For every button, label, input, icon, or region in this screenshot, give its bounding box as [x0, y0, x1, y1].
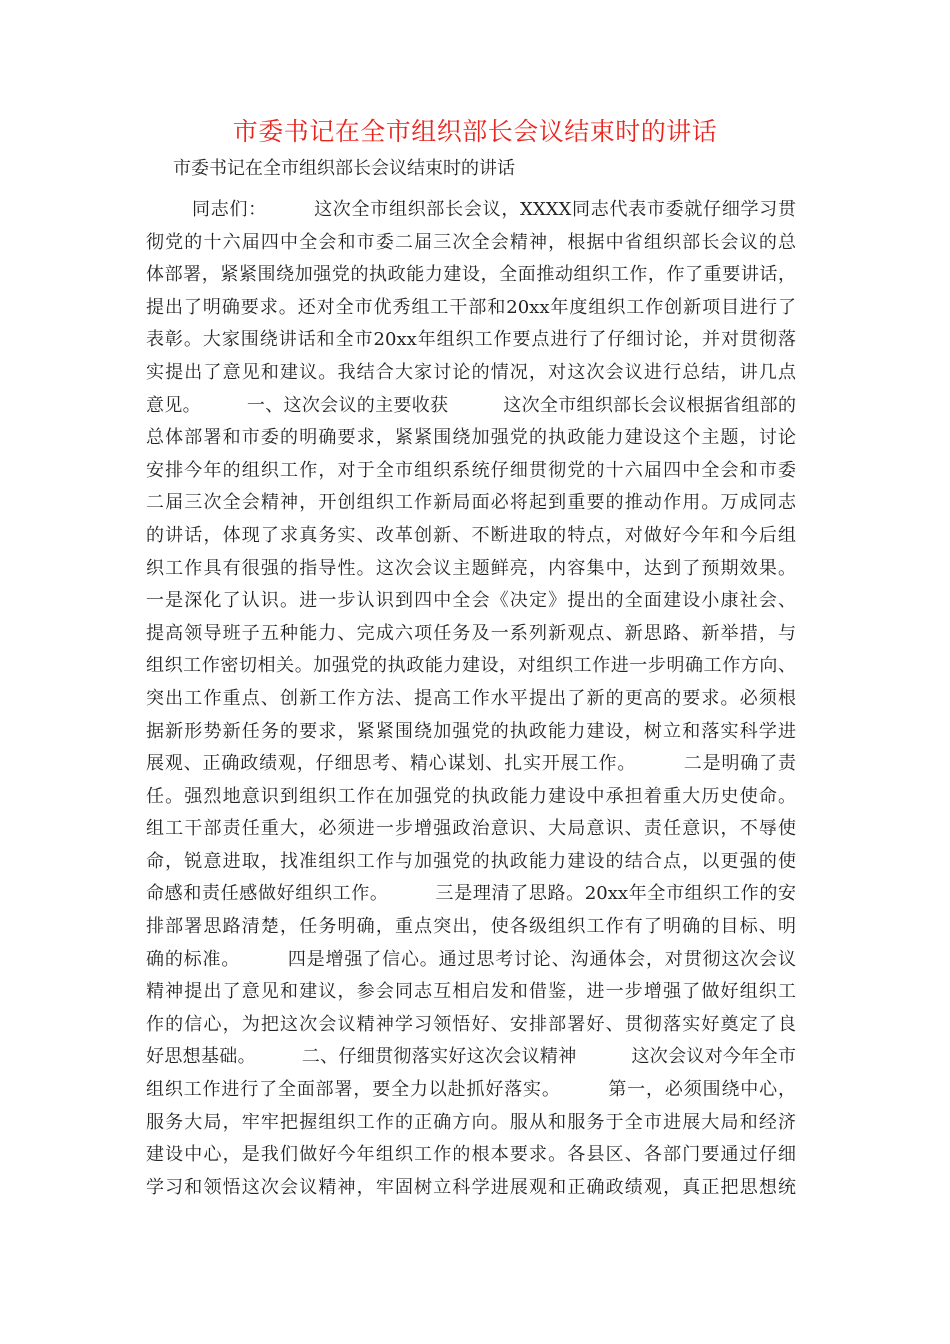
body-line: 学习和领悟这次会议精神，牢固树立科学进展观和正确政绩观，真正把思想统	[146, 1176, 796, 1198]
body-line: 的讲话，体现了求真务实、改革创新、不断进取的特点，对做好今年和今后组	[146, 524, 796, 546]
body-line: 彻党的十六届四中全会和市委二届三次全会精神，根据中省组织部长会议的总	[146, 231, 796, 253]
body-line: 组织工作进行了全面部署，要全力以赴抓好落实。 第一，必须围绕中心，	[146, 1079, 796, 1101]
body-line: 组织工作密切相关。加强党的执政能力建设，对组织工作进一步明确工作方向、	[146, 655, 796, 677]
body-line: 表彰。大家围绕讲话和全市20xx年组织工作要点进行了仔细讨论，并对贯彻落	[146, 329, 796, 351]
body-line: 突出工作重点、创新工作方法、提高工作水平提出了新的更高的要求。必须根	[146, 687, 796, 709]
body-line: 好思想基础。 二、仔细贯彻落实好这次会议精神 这次会议对今年全市	[146, 1046, 796, 1068]
body-line: 任。强烈地意识到组织工作在加强党的执政能力建设中承担着重大历史使命。	[146, 785, 796, 807]
body-line: 据新形势新任务的要求，紧紧围绕加强党的执政能力建设，树立和落实科学进	[146, 720, 796, 742]
body-line: 提高领导班子五种能力、完成六项任务及一系列新观点、新思路、新举措，与	[146, 622, 796, 644]
body-line: 服务大局，牢牢把握组织工作的正确方向。服从和服务于全市进展大局和经济	[146, 1111, 796, 1133]
body-line: 体部署，紧紧围绕加强党的执政能力建设，全面推动组织工作，作了重要讲话，	[146, 264, 796, 286]
body-line: 总体部署和市委的明确要求，紧紧围绕加强党的执政能力建设这个主题，讨论	[146, 427, 796, 449]
document-subtitle: 市委书记在全市组织部长会议结束时的讲话	[173, 158, 515, 179]
body-line: 织工作具有很强的指导性。这次会议主题鲜亮，内容集中，达到了预期效果。	[146, 557, 796, 579]
body-line: 作的信心，为把这次会议精神学习领悟好、安排部署好、贯彻落实好奠定了良	[146, 1013, 796, 1035]
body-line: 精神提出了意见和建议，参会同志互相启发和借鉴，进一步增强了做好组织工	[146, 981, 796, 1003]
body-line: 安排今年的组织工作，对于全市组织系统仔细贯彻党的十六届四中全会和市委	[146, 459, 796, 481]
body-line: 展观、正确政绩观，仔细思考、精心谋划、扎实开展工作。 二是明确了责	[146, 753, 796, 775]
body-line: 命，锐意进取，找准组织工作与加强党的执政能力建设的结合点，以更强的使	[146, 850, 796, 872]
body-line: 实提出了意见和建议。我结合大家讨论的情况，对这次会议进行总结，讲几点	[146, 361, 796, 383]
body-line: 组工干部责任重大，必须进一步增强政治意识、大局意识、责任意识，不辱使	[146, 818, 796, 840]
body-line: 一是深化了认识。进一步认识到四中全会《决定》提出的全面建设小康社会、	[146, 590, 796, 612]
document-body	[146, 194, 796, 1204]
body-line: 排部署思路清楚，任务明确，重点突出，使各级组织工作有了明确的目标、明	[146, 916, 796, 938]
body-line: 命感和责任感做好组织工作。 三是理清了思路。20xx年全市组织工作的安	[146, 883, 796, 905]
body-line: 确的标准。 四是增强了信心。通过思考讨论、沟通体会，对贯彻这次会议	[146, 948, 796, 970]
body-line: 提出了明确要求。还对全市优秀组工干部和20xx年度组织工作创新项目进行了	[146, 296, 796, 318]
body-line: 二届三次全会精神，开创组织工作新局面必将起到重要的推动作用。万成同志	[146, 492, 796, 514]
body-line: 建设中心，是我们做好今年组织工作的根本要求。各县区、各部门要通过仔细	[146, 1144, 796, 1166]
body-line: 意见。 一、这次会议的主要收获 这次全市组织部长会议根据省组部的	[146, 394, 796, 416]
body-line: 同志们： 这次全市组织部长会议，XXXX同志代表市委就仔细学习贯	[192, 199, 796, 220]
document-title: 市委书记在全市组织部长会议结束时的讲话	[232, 117, 718, 146]
